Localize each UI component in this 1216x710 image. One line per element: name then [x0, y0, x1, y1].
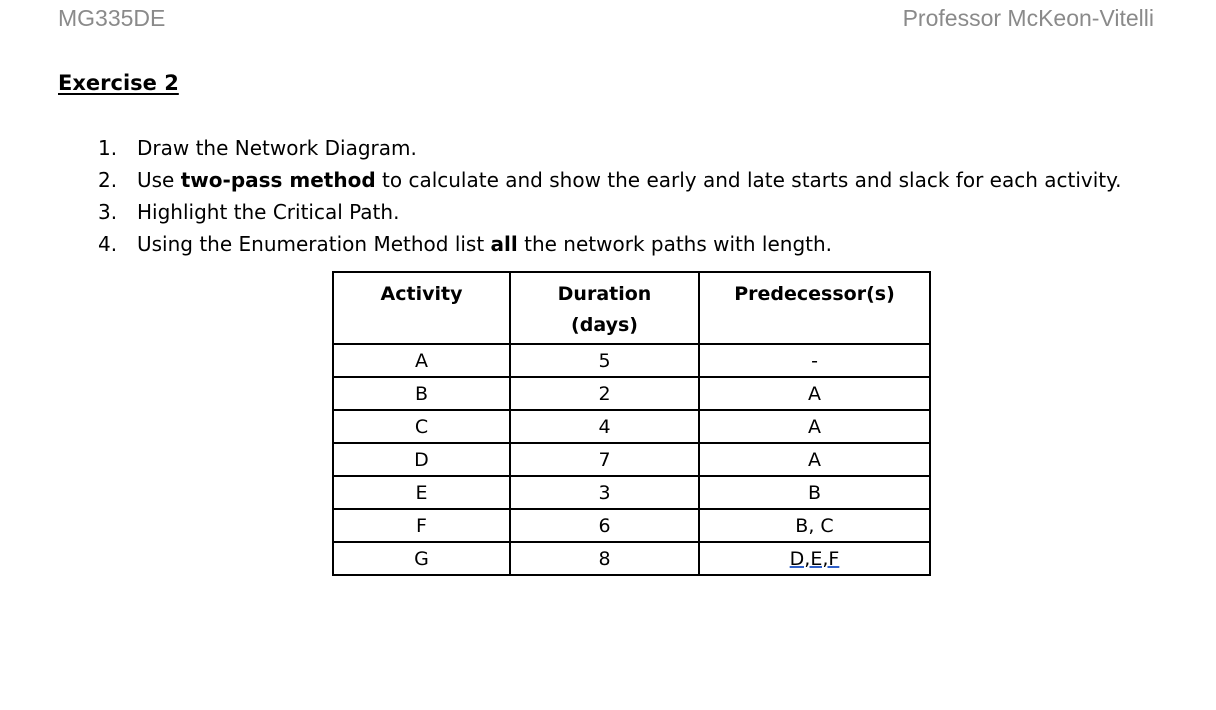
table-row [333, 509, 930, 542]
cell-duration: 3 [510, 476, 699, 509]
cell-predecessors [699, 542, 930, 575]
cell-activity: C [333, 410, 510, 443]
cell-activity: E [333, 476, 510, 509]
table-row [333, 410, 930, 443]
cell-predecessors: A [699, 410, 930, 443]
cell-duration: 4 [510, 410, 699, 443]
table-row [333, 476, 930, 509]
instruction-item [98, 197, 1121, 229]
cell-predecessors: B, C [699, 509, 930, 542]
cell-duration: 8 [510, 542, 699, 575]
table-row [333, 377, 930, 410]
instruction-number: 4. [98, 232, 118, 256]
instruction-number: 2. [98, 168, 118, 192]
cell-predecessors: A [699, 443, 930, 476]
header-activity: Activity [333, 272, 510, 344]
header-duration: Duration (days) [510, 272, 699, 344]
cell-duration: 6 [510, 509, 699, 542]
cell-predecessors: - [699, 344, 930, 377]
cell-activity: G [333, 542, 510, 575]
instruction-text: Draw the Network Diagram. [137, 136, 417, 160]
cell-predecessors: B [699, 476, 930, 509]
cell-duration: 2 [510, 377, 699, 410]
instruction-item [98, 165, 1121, 197]
cell-duration: 7 [510, 443, 699, 476]
instruction-item [98, 229, 1121, 261]
activity-table [332, 271, 931, 576]
table-row [333, 344, 930, 377]
instruction-number: 1. [98, 136, 118, 160]
header-predecessors: Predecessor(s) [699, 272, 930, 344]
cell-activity: A [333, 344, 510, 377]
cell-predecessors: A [699, 377, 930, 410]
professor-name: Professor McKeon-Vitelli [902, 5, 1154, 31]
table-row [333, 443, 930, 476]
exercise-title: Exercise 2 [58, 71, 179, 95]
instruction-text: Use two-pass method to calculate and show the early and late starts and slack for each activity. [137, 168, 1122, 192]
instruction-text: Using the Enumeration Method list all the network paths with length. [137, 232, 833, 256]
instruction-list [98, 133, 1121, 261]
cell-activity: D [333, 443, 510, 476]
table-row [333, 542, 930, 575]
course-code: MG335DE [58, 5, 166, 31]
table-header-row [333, 272, 930, 344]
instruction-item [98, 133, 1121, 165]
spellcheck-underlined-text: D,E,F [789, 547, 840, 570]
cell-duration: 5 [510, 344, 699, 377]
cell-activity: B [333, 377, 510, 410]
instruction-text: Highlight the Critical Path. [137, 200, 400, 224]
instruction-number: 3. [98, 200, 118, 224]
cell-activity: F [333, 509, 510, 542]
